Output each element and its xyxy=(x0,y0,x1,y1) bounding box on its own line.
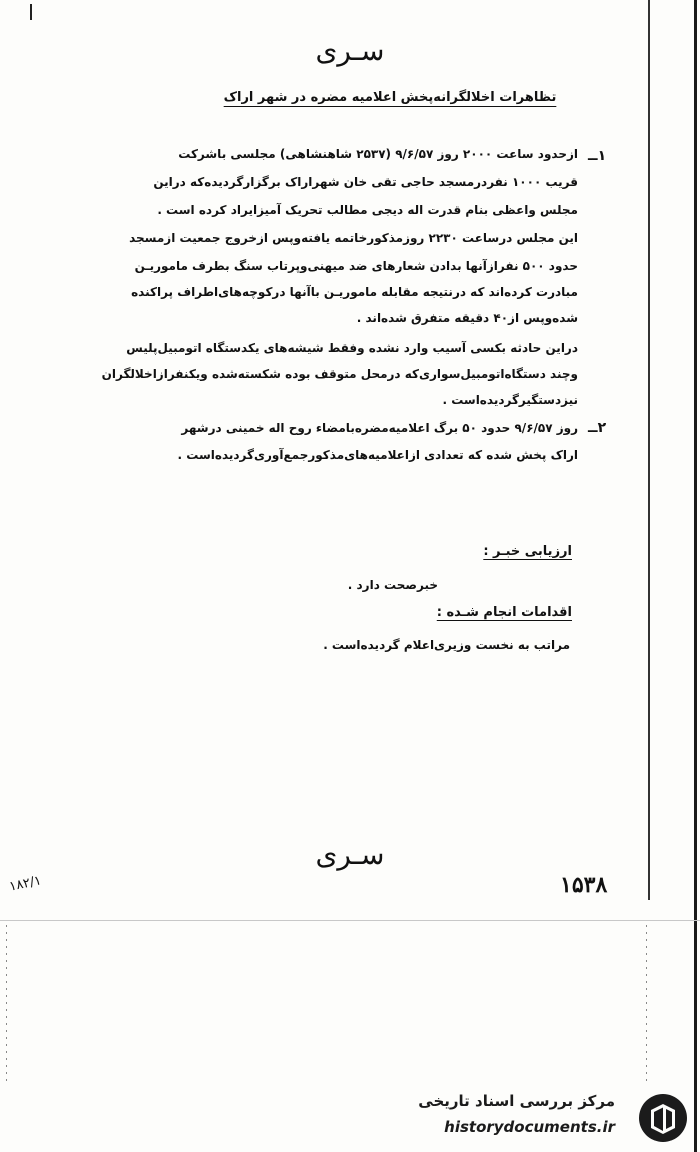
evaluation-heading: ارزیابی خبـر : xyxy=(483,544,572,559)
item-text-line: مجلس واعظی بنام قدرت اله دیجی مطالب تحریک آمیزایراد کرده است . xyxy=(157,203,578,217)
actions-heading: اقدامات انجام شـده : xyxy=(436,605,572,620)
item-text-line: مبادرت کرده‌اند که درنتیجه مقابله ماموریـن باآنها درکوچه‌های‌اطراف پراکنده xyxy=(131,285,578,299)
item-text-line: اراک پخش شده‌ که تعدادی ازاعلامیه‌های‌مذکورجمع‌آوری‌گردیده‌است . xyxy=(177,448,578,462)
item-text-line: روز ۹/۶/۵۷ حدود ۵۰ برگ اعلامیه‌مضره‌بامضاء روح اله خمینی درشهر xyxy=(181,421,578,435)
page-number: ۱۵۳۸ xyxy=(560,872,608,898)
scan-outer-border xyxy=(694,0,697,1152)
item-text-line: وچند دستگاه‌اتومبیل‌سواری‌که درمحل متوقف بوده شکسته‌شده‌ ویکنفرازاخلالگران xyxy=(101,367,578,381)
watermark-url[interactable]: historydocuments.ir xyxy=(444,1118,615,1136)
classification-top: سـری xyxy=(315,34,385,67)
item-text-line: ازحدود ساعت ۲۰۰۰ روز ۹/۶/۵۷ (۲۵۳۷ شاهنشاهی) مجلسی باشرکت xyxy=(178,147,578,161)
scan-border-line xyxy=(648,0,650,900)
item-number: ۱ــ xyxy=(588,148,607,164)
item-text-line: شده‌وپس از۴۰ دقیقه متفرق شده‌اند . xyxy=(356,311,578,325)
actions-text: مراتب به نخست وزیری‌اعلام گردیده‌است . xyxy=(323,638,570,652)
handwritten-margin-note: ۱۸۲/۱ xyxy=(8,873,43,895)
item-text-line: نیزدستگیرگردیده‌است . xyxy=(442,393,578,407)
archive-watermark xyxy=(415,1088,695,1148)
item-text-line: این مجلس درساعت ۲۲۳۰ روزمذکورخاتمه یافته‌وپس ازخروج جمعیت ازمسجد xyxy=(129,231,578,245)
item-text-line: دراین حادثه بکسی آسیب وارد نشده‌ وفقط شیشه‌های یکدستگاه اتومبیل‌پلیس xyxy=(126,341,578,355)
scan-dotted-edge xyxy=(646,925,647,1085)
scan-dotted-edge xyxy=(6,925,7,1085)
page-fold-line xyxy=(0,920,700,921)
item-text-line: قریب ۱۰۰۰ نفردرمسجد حاجی تقی خان شهراراک برگزارگردیده‌که دراین xyxy=(153,175,578,189)
item-text-line: حدود ۵۰۰ نفرازآنها بدادن شعارهای ضد میهنی‌وپرتاب سنگ بطرف ماموریـن xyxy=(134,259,578,273)
watermark-title: مرکز بررسی اسناد تاریخی xyxy=(418,1092,615,1110)
classification-bottom: سـری xyxy=(315,838,385,871)
document-subject: تظاهرات اخلالگرانه‌پخش اعلامیه مضره در شهر اراک xyxy=(223,90,557,105)
archive-book-icon xyxy=(637,1092,689,1144)
item-number: ۲ــ xyxy=(588,420,607,436)
evaluation-text: خبرصحت دارد . xyxy=(347,578,438,592)
scan-edge-mark xyxy=(30,4,32,20)
